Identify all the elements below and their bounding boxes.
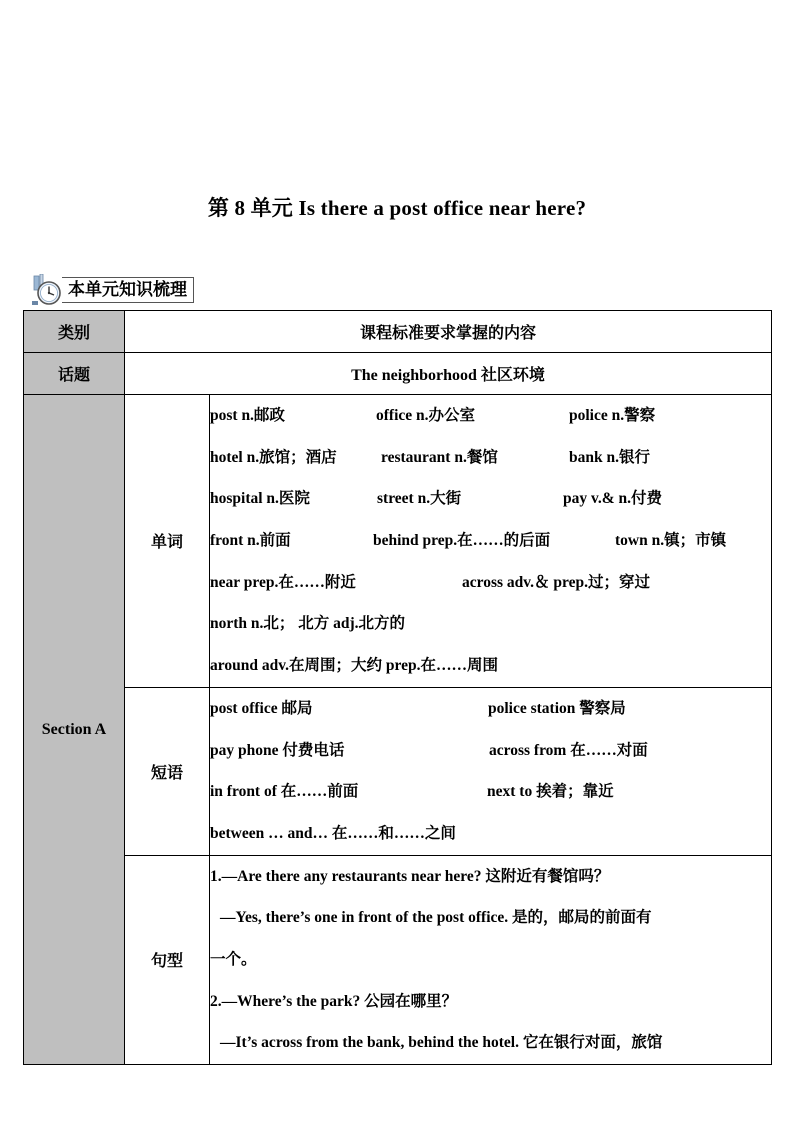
word-item: hospital n.医院 xyxy=(210,490,310,508)
words-label: 单词 xyxy=(125,395,210,688)
clock-icon xyxy=(31,274,65,306)
topic-row xyxy=(24,353,772,395)
phrase-line xyxy=(210,688,771,730)
phrase-item: pay phone 付费电话 xyxy=(210,741,345,759)
sentences-content xyxy=(210,855,772,1064)
word-item: near prep.在……附近 xyxy=(210,573,356,591)
word-item: hotel n.旅馆；酒店 xyxy=(210,448,337,466)
word-line xyxy=(210,478,771,520)
word-line xyxy=(210,603,771,645)
word-item: bank n.银行 xyxy=(569,448,650,466)
word-item: around adv.在周围；大约 prep.在……周围 xyxy=(210,657,498,675)
page-title: 第 8 单元 Is there a post office near here? xyxy=(207,196,587,220)
phrases-content xyxy=(210,687,772,855)
phrase-item: police station 警察局 xyxy=(488,699,626,717)
sentence-line: 一个。 xyxy=(210,950,257,968)
word-line xyxy=(210,645,771,687)
phrase-item: across from 在……对面 xyxy=(489,741,648,759)
header-row xyxy=(24,311,772,353)
word-item: post n.邮政 xyxy=(210,407,285,424)
word-item: front n.前面 xyxy=(210,532,291,550)
phrase-item: next to 挨着；靠近 xyxy=(487,783,614,801)
header-category: 类别 xyxy=(24,311,125,353)
header-content: 课程标准要求掌握的内容 xyxy=(125,311,772,353)
topic-label: 话题 xyxy=(24,353,125,395)
word-item: behind prep.在……的后面 xyxy=(373,532,551,550)
phrase-item: in front of 在……前面 xyxy=(210,783,359,801)
sentence-line: 2.—Where’s the park? 公园在哪里？ xyxy=(210,992,458,1010)
phrase-line xyxy=(210,730,771,772)
words-content xyxy=(210,395,772,688)
section-a-label: Section A xyxy=(24,395,125,1065)
phrase-item: between … and… 在……和……之间 xyxy=(210,824,456,842)
word-item: restaurant n.餐馆 xyxy=(381,448,498,466)
phrases-row xyxy=(24,687,772,855)
word-line xyxy=(210,395,771,437)
sentences-row xyxy=(24,855,772,1064)
word-line xyxy=(210,437,771,479)
word-item: town n.镇；市镇 xyxy=(615,532,727,550)
sentence-line: —Yes, there’s one in front of the post office. 是的，邮局的前面有 xyxy=(220,909,652,927)
topic-value: The neighborhood 社区环境 xyxy=(125,353,772,395)
word-line xyxy=(210,562,771,604)
phrase-item: post office 邮局 xyxy=(210,699,313,717)
phrase-line xyxy=(210,813,771,855)
section-label-text: 本单元知识梳理 xyxy=(62,277,194,303)
words-row xyxy=(24,395,772,688)
word-item: police n.警察 xyxy=(569,407,656,424)
word-line xyxy=(210,520,771,562)
sentence-line: —It’s across from the bank, behind the hotel. 它在银行对面，旅馆 xyxy=(220,1034,663,1052)
word-item: office n.办公室 xyxy=(376,407,476,424)
word-item: pay v.& n.付费 xyxy=(563,490,663,508)
word-item: street n.大街 xyxy=(377,490,462,508)
knowledge-table xyxy=(23,310,772,1065)
word-item: across adv.＆ prep.过；穿过 xyxy=(462,573,651,591)
sentences-label: 句型 xyxy=(125,855,210,1064)
sentence-line: 1.—Are there any restaurants near here? 这附近有餐馆吗？ xyxy=(210,867,610,885)
phrases-label: 短语 xyxy=(125,687,210,855)
section-label xyxy=(31,277,194,303)
word-item: north n.北； 北方 adj.北方的 xyxy=(210,615,406,633)
phrase-line xyxy=(210,771,771,813)
